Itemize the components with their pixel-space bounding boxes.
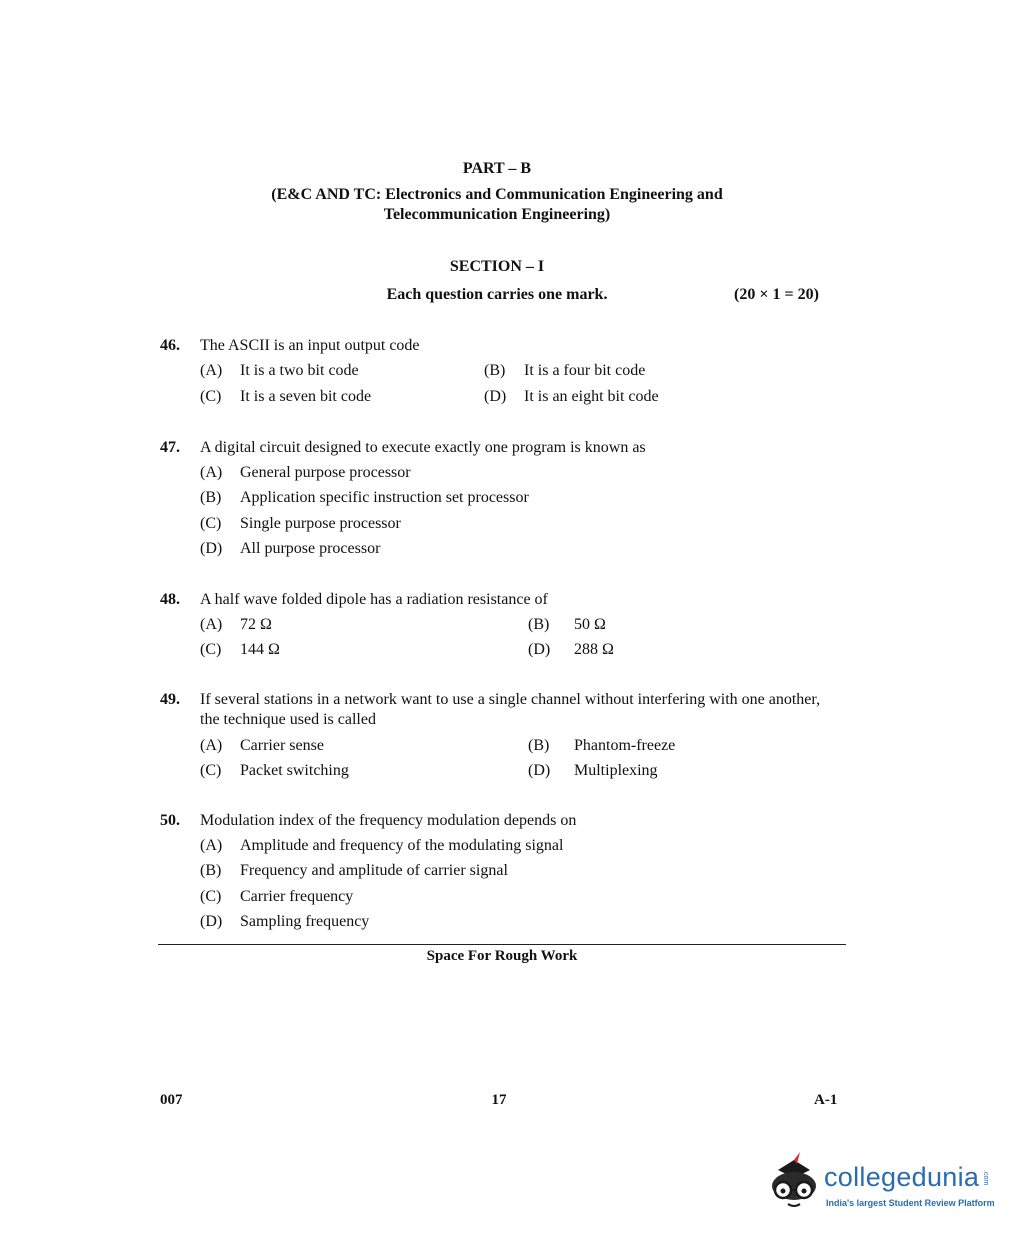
question-number: 48. (160, 591, 180, 608)
option-a: (A) General purpose processor (200, 464, 411, 481)
option-a: (A) Amplitude and frequency of the modulating signal (200, 837, 564, 854)
rough-work-label: Space For Rough Work (426, 948, 578, 964)
question-46 (160, 336, 840, 416)
subtitle-line1: (E&C AND TC: Electronics and Communication Engineering and (271, 186, 723, 203)
page-number: 17 (491, 1092, 507, 1108)
footer-code: 007 (160, 1092, 183, 1108)
mascot-icon (764, 1150, 822, 1216)
question-text: A half wave folded dipole has a radiation resistance of (200, 591, 548, 608)
collegedunia-logo (764, 1150, 1004, 1220)
option-c: (C) Packet switching (200, 762, 349, 779)
option-c: (C) 144 Ω (200, 641, 280, 658)
marks-scheme: (20 × 1 = 20) (734, 286, 819, 303)
question-number: 47. (160, 439, 180, 456)
option-c: (C) It is a seven bit code (200, 388, 372, 405)
question-text: If several stations in a network want to use a single channel without interfering with one another, the technique used is called (200, 691, 821, 728)
question-text: A digital circuit designed to execute exactly one program is known as (200, 439, 646, 456)
footer-series: A-1 (814, 1092, 838, 1108)
question-text: Modulation index of the frequency modulation depends on (200, 812, 577, 829)
part-title: PART – B (462, 160, 532, 177)
divider-line (158, 944, 846, 945)
option-a: (A) Carrier sense (200, 737, 324, 754)
question-text: The ASCII is an input output code (200, 337, 420, 354)
option-b: (B) Frequency and amplitude of carrier signal (200, 862, 508, 879)
instruction: Each question carries one mark. (386, 286, 608, 303)
option-c: (C) Single purpose processor (200, 515, 401, 532)
option-d: (D) Multiplexing (528, 762, 658, 779)
question-50 (160, 811, 840, 941)
question-48 (160, 590, 840, 670)
option-a: (A) 72 Ω (200, 616, 272, 633)
question-47 (160, 438, 840, 568)
subtitle-line2: Telecommunication Engineering) (383, 206, 611, 223)
section-title: SECTION – I (449, 258, 545, 275)
option-d: (D) 288 Ω (528, 641, 614, 658)
question-number: 46. (160, 337, 180, 354)
option-d: (D) Sampling frequency (200, 913, 370, 930)
logo-tagline: India's largest Student Review Platform (826, 1198, 995, 1208)
option-d: (D) All purpose processor (200, 540, 381, 557)
option-c: (C) Carrier frequency (200, 888, 354, 905)
option-b: (B) Phantom-freeze (528, 737, 676, 754)
logo-suffix: .com (982, 1170, 989, 1186)
option-b: (B) Application specific instruction set processor (200, 489, 529, 506)
option-d: (D) It is an eight bit code (484, 388, 659, 405)
question-number: 50. (160, 812, 180, 829)
logo-name: collegedunia (824, 1162, 980, 1192)
question-number: 49. (160, 691, 180, 708)
option-b: (B) It is a four bit code (484, 362, 646, 379)
option-b: (B) 50 Ω (528, 616, 606, 633)
option-a: (A) It is a two bit code (200, 362, 359, 379)
question-49 (160, 690, 840, 790)
